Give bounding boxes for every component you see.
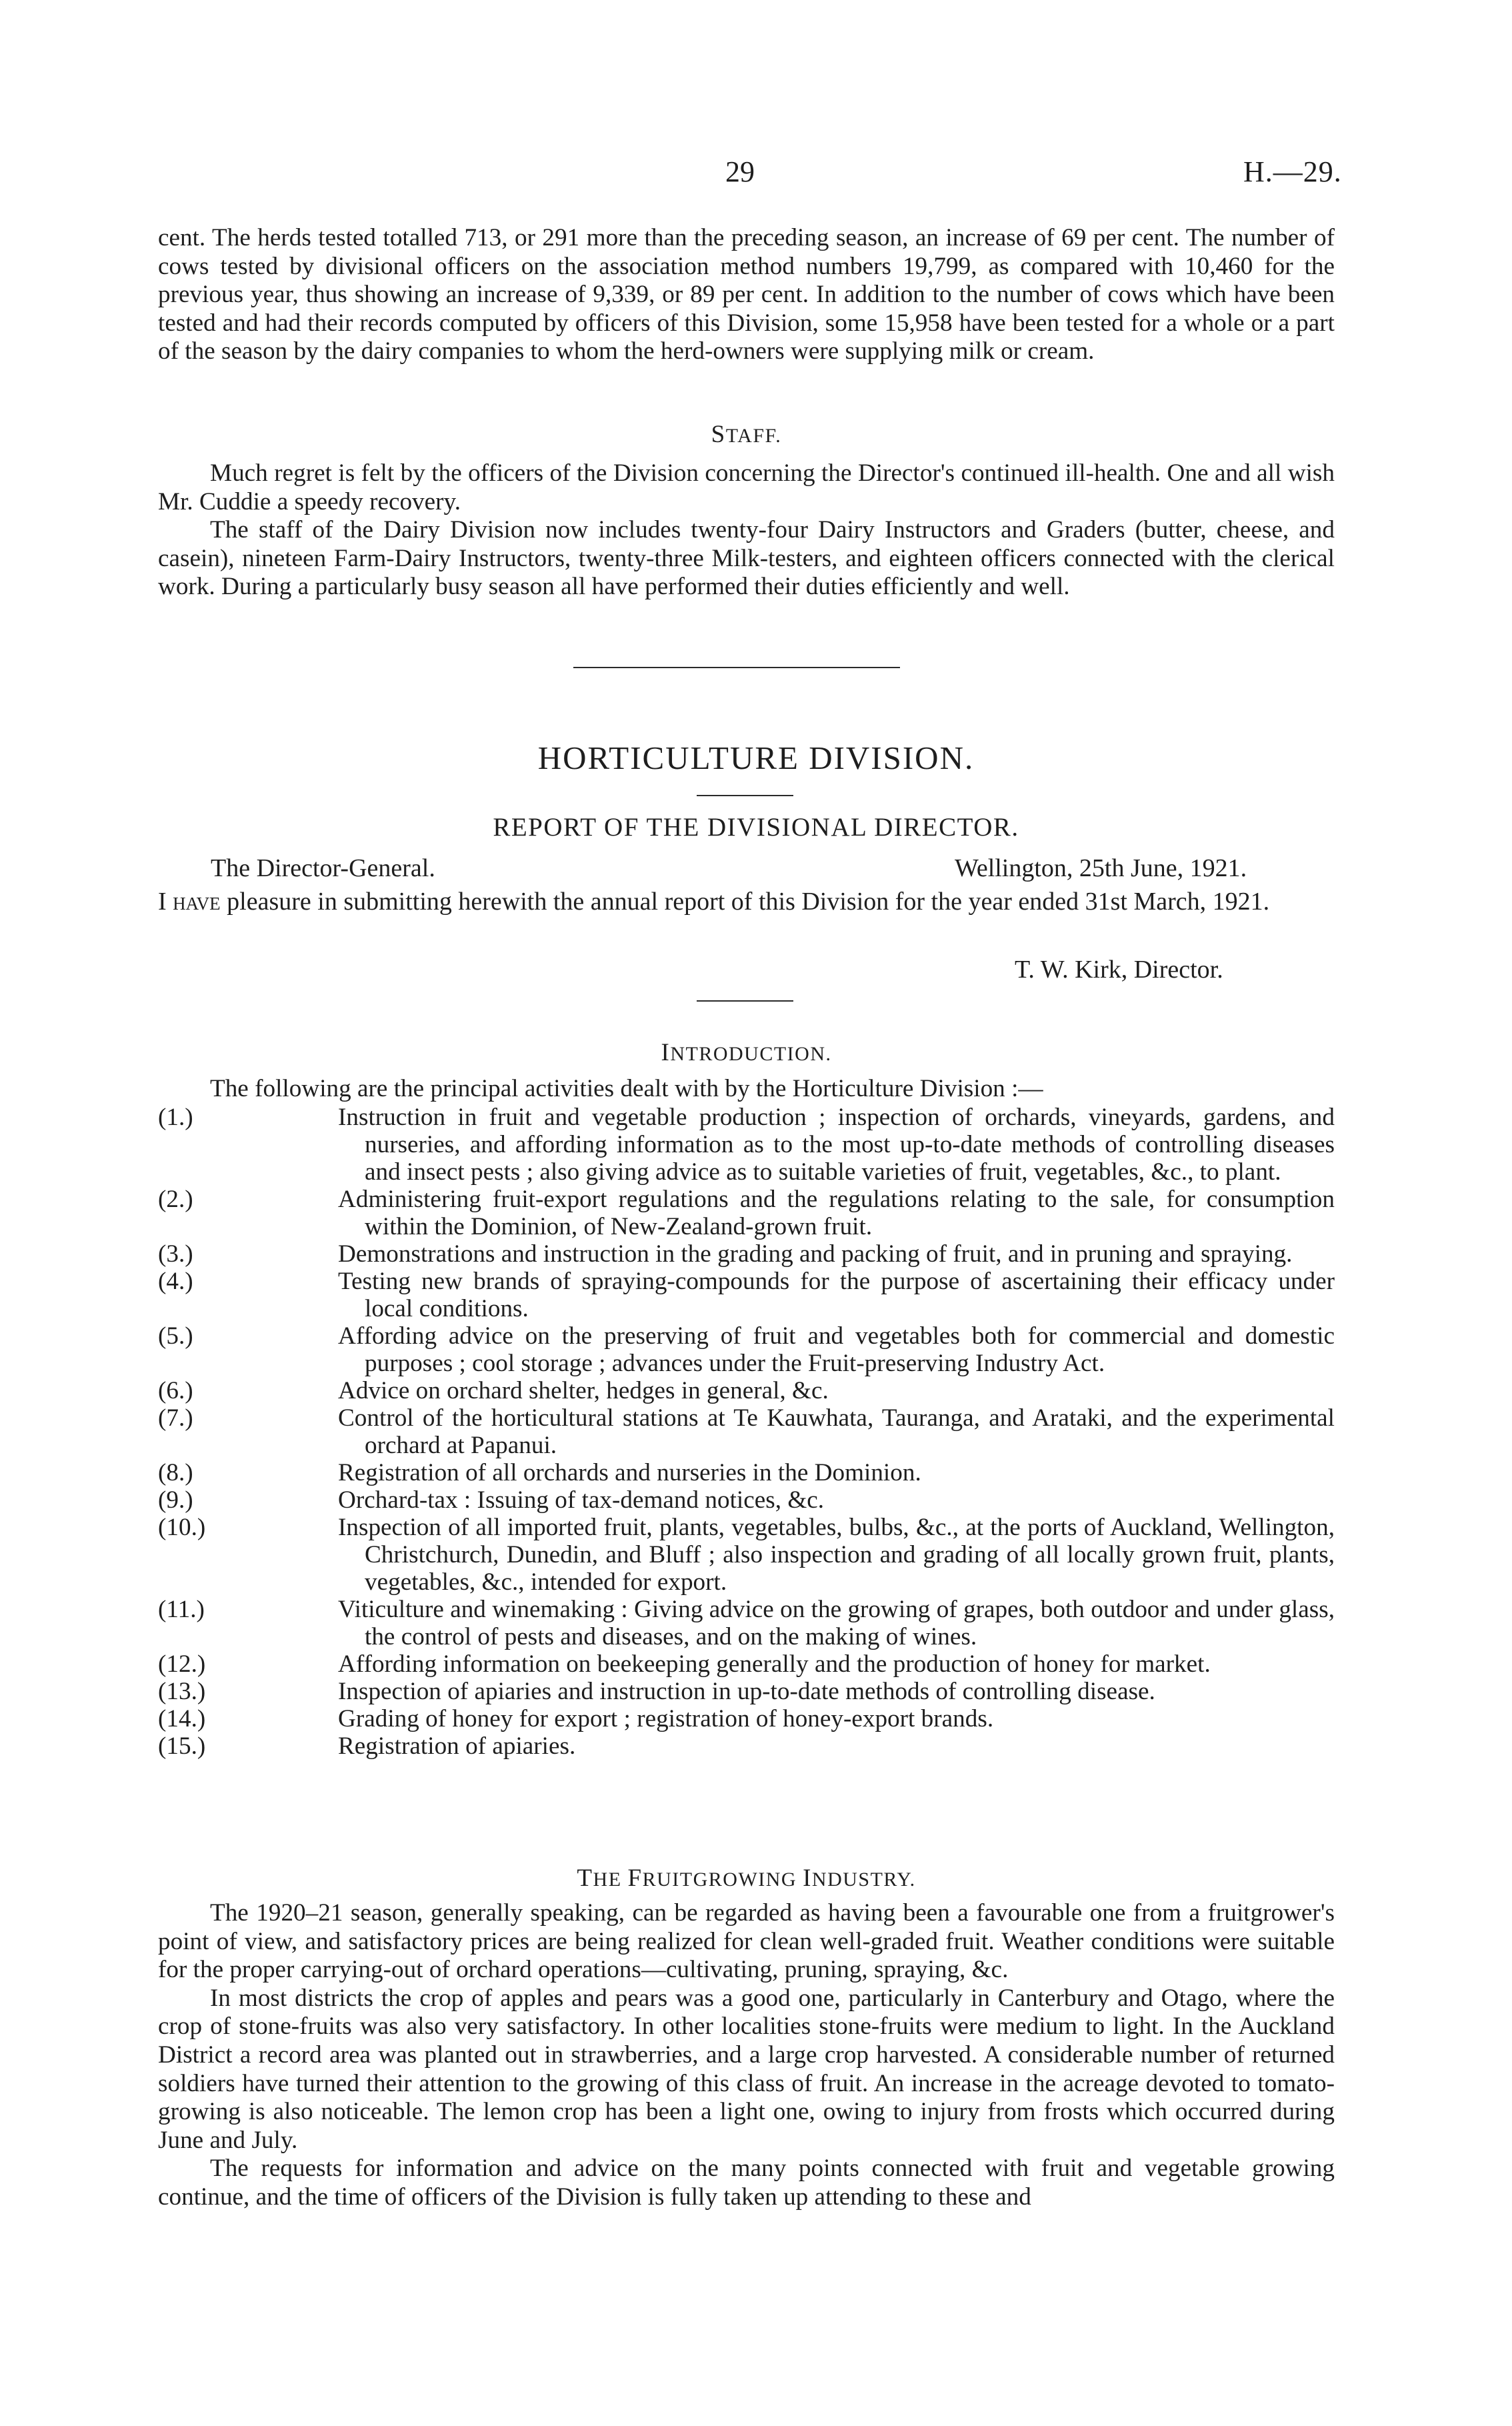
dairy-paragraph: cent. The herds tested totalled 713, or 291 more than the preceding season, an increase of 69 per cent. The number of cows tested by divisional officers on the association method numbers 19,799, as compared with 10,460 for the previous year, thus showing an increase of 9,339, or 89 per cent. In addition to the number of cows which have been tested and had their records computed by officers of this Division, some 15,958 have been tested for a whole or a part of the season by the dairy companies to whom the herd-owners were supplying milk or cream. xyxy=(158,224,1335,365)
list-item-number: (15.) xyxy=(158,1732,206,1760)
list-item xyxy=(158,1596,1335,1650)
list-item-number: (8.) xyxy=(158,1458,193,1486)
list-item xyxy=(158,1732,1335,1760)
list-item xyxy=(158,1705,1335,1732)
list-item-number: (14.) xyxy=(158,1704,206,1732)
list-item-number: (3.) xyxy=(158,1240,193,1268)
list-item xyxy=(158,1240,1335,1268)
list-item-text: Inspection of apiaries and instruction in up-to-date methods of controlling disease. xyxy=(338,1677,1155,1705)
list-item-number: (7.) xyxy=(158,1404,193,1432)
list-item-text: Affording advice on the preserving of fruit and vegetables both for commercial and domestic purposes ; cool storage ; advances under the Fruit-preserving Industry Act. xyxy=(338,1322,1335,1377)
opening-statement xyxy=(158,887,1335,916)
activity-list xyxy=(158,1104,1335,1760)
list-item-number: (10.) xyxy=(158,1513,206,1541)
director-signature: T. W. Kirk, Director. xyxy=(1015,956,1223,984)
staff-paragraph-1: Much regret is felt by the officers of the Division concerning the Director's continued ill-health. One and all wish Mr. Cuddie a speedy recovery. xyxy=(158,459,1335,515)
list-item-text: Registration of apiaries. xyxy=(338,1732,576,1760)
fruitgrowing-paragraph-2: In most districts the crop of apples and pears was a good one, particularly in Canterbury and Otago, where the crop of stone-fruits was also very satisfactory. In other localities stone-fruits were medium to light. In the Auckland District a record area was planted out in strawberries, and a large crop harvested. A considerable number of returned soldiers have turned their attention to the growing of this class of fruit. An increase in the acreage devoted to tomato-growing is also noticeable. The lemon crop has been a light one, owing to injury from frosts which occurred during June and July. xyxy=(158,1984,1335,2154)
dairy-continuation xyxy=(158,224,1335,366)
list-item-text: Grading of honey for export ; registration of honey-export brands. xyxy=(338,1704,994,1732)
list-item-number: (12.) xyxy=(158,1650,206,1678)
list-item-text: Inspection of all imported fruit, plants, vegetables, bulbs, &c., at the ports of Auckland, Wellington, Christchurch, Dunedin, and Bluff ; also inspection and grading of all locally grown fruit, plants, vegetables, &c., intended for export. xyxy=(338,1513,1335,1596)
list-item-number: (5.) xyxy=(158,1322,193,1350)
opening-paragraph: I have pleasure in submitting herewith the annual report of this Division for the year ended 31st March, 1921. xyxy=(158,888,1270,916)
list-item xyxy=(158,1514,1335,1596)
list-item xyxy=(158,1650,1335,1678)
list-item xyxy=(158,1404,1335,1459)
list-item-text: Affording information on beekeeping generally and the production of honey for market. xyxy=(338,1650,1211,1678)
list-item-text: Testing new brands of spraying-compounds for the purpose of ascertaining their efficacy under local conditions. xyxy=(338,1267,1335,1322)
fruitgrowing-heading: THE FRUITGROWING INDUSTRY. xyxy=(577,1865,916,1892)
list-item xyxy=(158,1678,1335,1705)
section-divider xyxy=(573,667,900,668)
list-item xyxy=(158,1459,1335,1486)
fruitgrowing-section xyxy=(158,1864,1335,2212)
list-item-number: (1.) xyxy=(158,1103,193,1131)
page-number: 29 xyxy=(725,155,755,188)
introduction-heading: INTRODUCTION. xyxy=(661,1039,832,1066)
division-title: HORTICULTURE DIVISION. xyxy=(537,740,975,776)
list-item-text: Viticulture and winemaking : Giving advice on the growing of grapes, both outdoor and under glass, the control of pests and diseases, and on the making of wines. xyxy=(338,1595,1335,1650)
list-item xyxy=(158,1186,1335,1240)
page-header xyxy=(0,155,1512,201)
list-item-number: (13.) xyxy=(158,1677,206,1705)
list-item xyxy=(158,1377,1335,1404)
list-item-number: (4.) xyxy=(158,1267,193,1295)
list-item-text: Control of the horticultural stations at Te Kauwhata, Tauranga, and Arataki, and the experimental orchard at Papanui. xyxy=(338,1404,1335,1459)
addressee: The Director-General. xyxy=(211,854,435,882)
fruitgrowing-paragraph-1: The 1920–21 season, generally speaking, can be regarded as having been a favourable one from a fruitgrower's point of view, and satisfactory prices are being realized for clean well-graded fruit. Weather conditions were suitable for the proper carrying-out of orchard operations—cultivating, pruning, spraying, &c. xyxy=(158,1899,1335,1984)
list-item-number: (6.) xyxy=(158,1376,193,1404)
introduction-section xyxy=(158,1038,1335,1760)
staff-heading: STAFF. xyxy=(711,421,782,448)
list-item-text: Orchard-tax : Issuing of tax-demand notices, &c. xyxy=(338,1486,825,1514)
list-item-text: Advice on orchard shelter, hedges in general, &c. xyxy=(338,1376,829,1404)
fruitgrowing-paragraph-3: The requests for information and advice on the many points connected with fruit and vegetable growing continue, and the time of officers of the Division is fully taken up attending to these and xyxy=(158,2155,1335,2211)
list-item-number: (9.) xyxy=(158,1486,193,1514)
address-line xyxy=(0,854,1512,884)
staff-paragraph-2: The staff of the Dairy Division now includes twenty-four Dairy Instructors and Graders (butter, cheese, and casein), nineteen Farm-Dairy Instructors, twenty-three Milk-testers, and eighteen officers connected with the clerical work. During a particularly busy season all have performed their duties efficiently and well. xyxy=(158,516,1335,601)
list-item xyxy=(158,1268,1335,1322)
document-reference: H.—29. xyxy=(1243,155,1342,188)
list-item xyxy=(158,1104,1335,1186)
list-item-text: Administering fruit-export regulations and the regulations relating to the sale, for consumption within the Dominion, of New-Zealand-grown fruit. xyxy=(338,1185,1335,1240)
list-item xyxy=(158,1486,1335,1514)
signature-divider xyxy=(697,1000,793,1002)
list-item-text: Registration of all orchards and nurseries in the Dominion. xyxy=(338,1458,921,1486)
list-item-number: (11.) xyxy=(158,1595,205,1623)
list-item-number: (2.) xyxy=(158,1185,193,1213)
list-item-text: Demonstrations and instruction in the grading and packing of fruit, and in pruning and spraying. xyxy=(338,1240,1293,1268)
list-item xyxy=(158,1322,1335,1377)
place-date: Wellington, 25th June, 1921. xyxy=(955,854,1247,882)
introduction-lead: The following are the principal activities dealt with by the Horticulture Division :— xyxy=(210,1075,1043,1102)
list-item-text: Instruction in fruit and vegetable production ; inspection of orchards, vineyards, gardens, and nurseries, and affording information as to the most up-to-date methods of controlling diseases and insect pests ; also giving advice as to suitable varieties of fruit, vegetables, &c., to plant. xyxy=(338,1103,1335,1186)
report-subtitle: REPORT OF THE DIVISIONAL DIRECTOR. xyxy=(493,813,1019,842)
title-underline xyxy=(697,795,793,796)
staff-section xyxy=(158,420,1335,601)
